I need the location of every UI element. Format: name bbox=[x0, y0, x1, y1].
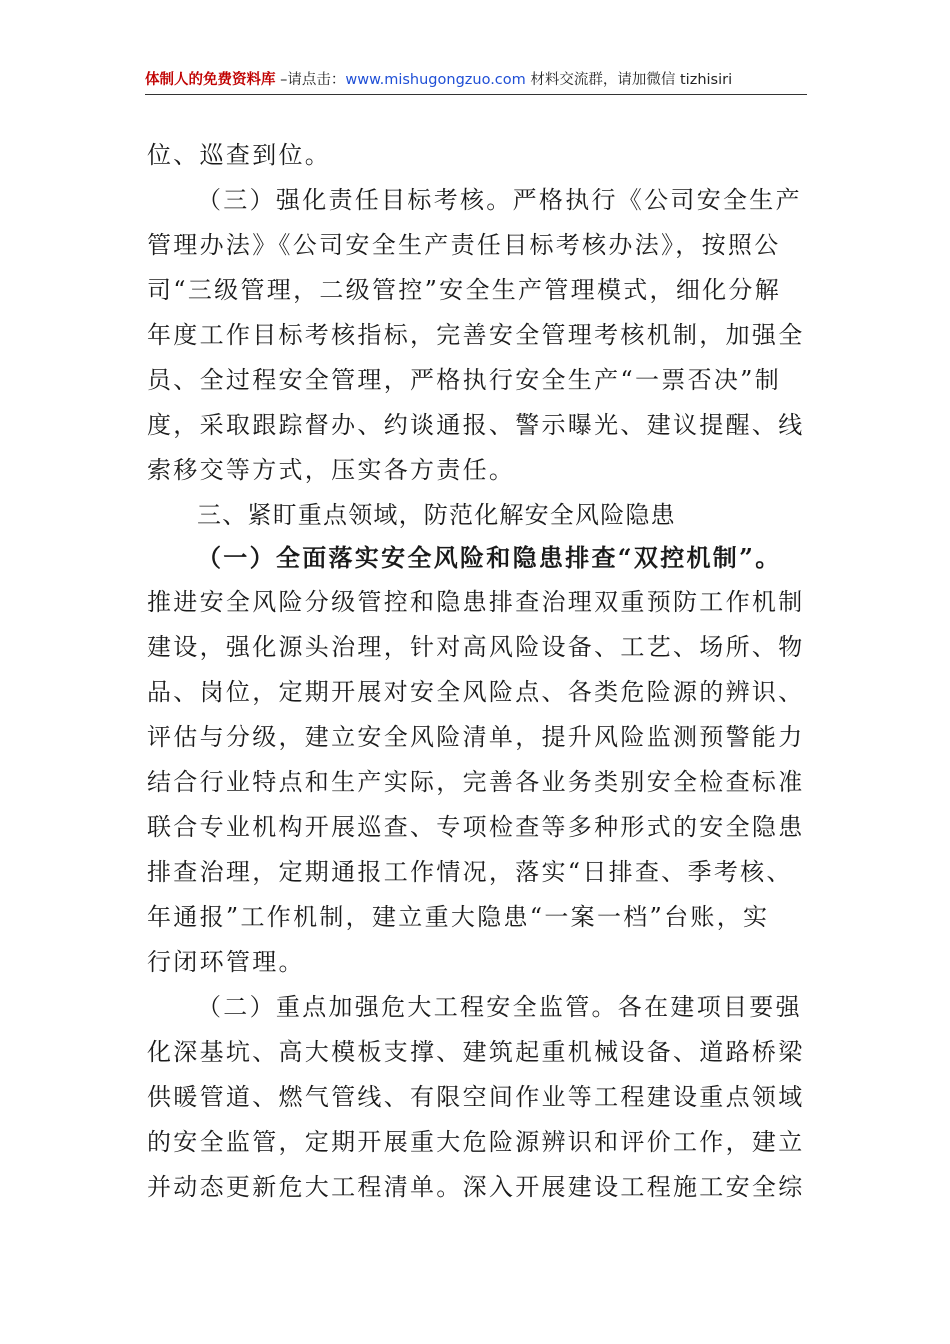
body-line: 年通报”工作机制，建立重大隐患“一案一档”台账，实 bbox=[147, 903, 770, 931]
body-line: 度，采取跟踪督办、约谈通报、警示曝光、建议提醒、线 bbox=[147, 411, 805, 439]
body-line: 的安全监管，定期开展重大危险源辨识和评价工作，建立 bbox=[147, 1128, 805, 1156]
body-line: 并动态更新危大工程清单。深入开展建设工程施工安全综 bbox=[147, 1173, 805, 1201]
body-line: 索移交等方式，压实各方责任。 bbox=[147, 456, 516, 484]
body-line: 品、岗位，定期开展对安全风险点、各类危险源的辨识、 bbox=[147, 678, 805, 706]
header-prompt: –请点击： bbox=[275, 72, 346, 88]
body-line: 评估与分级，建立安全风险清单，提升风险监测预警能力 bbox=[147, 723, 805, 751]
page-header bbox=[145, 66, 807, 95]
body-line: 司“三级管理，二级管控”安全生产管理模式，细化分解 bbox=[147, 276, 782, 304]
body-line: 管理办法》《公司安全生产责任目标考核办法》，按照公 bbox=[147, 231, 781, 259]
body-line: 推进安全风险分级管控和隐患排查治理双重预防工作机制 bbox=[147, 588, 805, 616]
body-line: 联合专业机构开展巡查、专项检查等多种形式的安全隐患 bbox=[147, 813, 805, 841]
section-heading: 三、紧盯重点领域，防范化解安全风险隐患 bbox=[197, 501, 676, 529]
subsection-heading-line: （一）全面落实安全风险和隐患排查“双控机制”。 bbox=[197, 543, 782, 572]
header-link[interactable]: www.mishugongzuo.com bbox=[345, 72, 526, 88]
body-line: 排查治理，定期通报工作情况，落实“日排查、季考核、 bbox=[147, 858, 793, 886]
body-line: 化深基坑、高大模板支撑、建筑起重机械设备、道路桥梁 bbox=[147, 1038, 805, 1066]
header-site-name: 体制人的免费资料库 bbox=[145, 72, 276, 88]
paragraph-3-heading-line: （三）强化责任目标考核。严格执行《公司安全生产 bbox=[197, 186, 802, 214]
body-line: 行闭环管理。 bbox=[147, 948, 305, 976]
body-line: 结合行业特点和生产实际，完善各业务类别安全检查标准 bbox=[147, 768, 805, 796]
body-line: 位、巡查到位。 bbox=[147, 141, 332, 169]
body-line: 员、全过程安全管理，严格执行安全生产“一票否决”制 bbox=[147, 366, 782, 394]
header-tail: 材料交流群，请加微信 tizhisiri bbox=[525, 72, 733, 88]
body-line: 供暖管道、燃气管线、有限空间作业等工程建设重点领域 bbox=[147, 1083, 805, 1111]
body-line: 建设，强化源头治理，针对高风险设备、工艺、场所、物 bbox=[147, 633, 805, 661]
paragraph-2-heading-line: （二）重点加强危大工程安全监管。各在建项目要强 bbox=[197, 993, 802, 1021]
body-line: 年度工作目标考核指标，完善安全管理考核机制，加强全 bbox=[147, 321, 805, 349]
